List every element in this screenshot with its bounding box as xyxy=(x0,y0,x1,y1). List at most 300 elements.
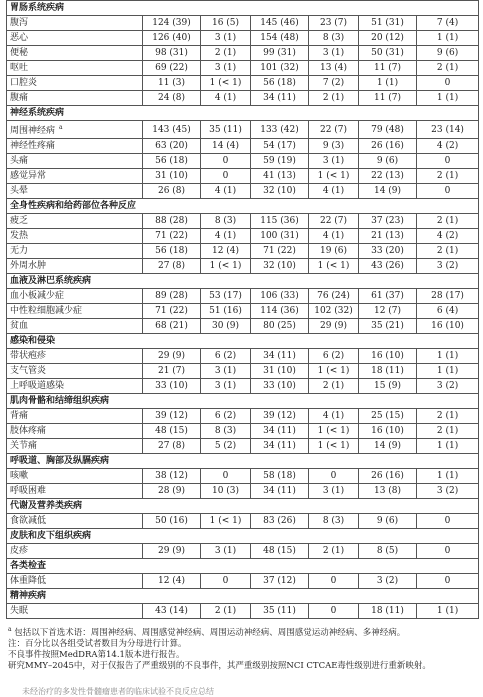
value-cell: 29 (9) xyxy=(143,544,201,559)
row-label: 疲乏 xyxy=(10,216,29,226)
value-cell: 3 (2) xyxy=(359,574,417,589)
table-row xyxy=(7,184,479,199)
row-label-cell xyxy=(7,289,143,304)
adverse-events-table xyxy=(6,0,479,619)
value-cell: 11 (7) xyxy=(359,61,417,76)
row-label: 无力 xyxy=(10,246,29,256)
value-cell: 48 (15) xyxy=(251,544,309,559)
row-label-cell xyxy=(7,31,143,46)
value-cell: 13 (4) xyxy=(309,61,359,76)
table-row xyxy=(7,229,479,244)
value-cell: 48 (15) xyxy=(143,424,201,439)
row-label: 头晕 xyxy=(10,186,29,196)
section-title: 皮肤和皮下组织疾病 xyxy=(7,529,479,544)
section-header-row xyxy=(7,559,479,574)
value-cell: 3 (1) xyxy=(309,484,359,499)
value-cell: 4 (1) xyxy=(309,184,359,199)
value-cell: 16 (10) xyxy=(359,349,417,364)
value-cell: 58 (18) xyxy=(251,469,309,484)
value-cell: 29 (9) xyxy=(309,319,359,334)
row-label-cell xyxy=(7,244,143,259)
section-header-row xyxy=(7,274,479,289)
row-label: 呼吸困难 xyxy=(10,486,47,496)
value-cell: 35 (11) xyxy=(201,121,251,139)
value-cell: 21 (7) xyxy=(143,364,201,379)
trailing-text: 未经治疗的多发性骨髓瘤患者的临床试验不良反应总结 xyxy=(22,687,214,696)
row-label-cell xyxy=(7,514,143,529)
value-cell: 2 (1) xyxy=(417,214,479,229)
row-label-cell xyxy=(7,214,143,229)
row-label: 感觉异常 xyxy=(10,171,47,181)
value-cell: 25 (15) xyxy=(359,409,417,424)
value-cell: 9 (6) xyxy=(417,46,479,61)
value-cell: 14 (4) xyxy=(201,139,251,154)
value-cell: 89 (28) xyxy=(143,289,201,304)
value-cell: 38 (12) xyxy=(143,469,201,484)
table-row xyxy=(7,574,479,589)
value-cell: 22 (7) xyxy=(309,214,359,229)
value-cell: 22 (7) xyxy=(309,121,359,139)
value-cell: 50 (16) xyxy=(143,514,201,529)
row-label: 贫血 xyxy=(10,321,29,331)
footnote xyxy=(8,624,478,639)
value-cell: 0 xyxy=(417,574,479,589)
table-row xyxy=(7,91,479,106)
value-cell: 69 (22) xyxy=(143,61,201,76)
row-label: 腹痛 xyxy=(10,93,29,103)
value-cell: 33 (10) xyxy=(143,379,201,394)
row-label-cell xyxy=(7,61,143,76)
row-label-cell xyxy=(7,574,143,589)
note-percentage: 注：百分比以各组受试者数目为分母进行计算。 xyxy=(8,638,187,649)
row-label: 带状疱疹 xyxy=(10,351,47,361)
value-cell: 5 (2) xyxy=(201,439,251,454)
row-label-cell xyxy=(7,604,143,619)
value-cell: 35 (11) xyxy=(251,604,309,619)
table-row xyxy=(7,289,479,304)
value-cell: 4 (2) xyxy=(417,229,479,244)
value-cell: 13 (8) xyxy=(359,484,417,499)
value-cell: 53 (17) xyxy=(201,289,251,304)
section-title: 肌肉骨骼和结缔组织疾病 xyxy=(7,394,479,409)
value-cell: 6 (2) xyxy=(309,349,359,364)
value-cell: 10 (3) xyxy=(201,484,251,499)
value-cell: 63 (20) xyxy=(143,139,201,154)
value-cell: 31 (10) xyxy=(251,364,309,379)
table-row xyxy=(7,544,479,559)
note-ctcae: 研究MMY–2045中，对于仅报告了严重级别的不良事件，其严重级别按照NCI CTCAE毒性级别进行重新映射。 xyxy=(8,660,431,671)
row-label-cell xyxy=(7,169,143,184)
section-header-row xyxy=(7,1,479,16)
row-label: 恶心 xyxy=(10,33,29,43)
section-header-row xyxy=(7,394,479,409)
value-cell: 99 (31) xyxy=(251,46,309,61)
value-cell: 0 xyxy=(417,154,479,169)
value-cell: 2 (1) xyxy=(417,424,479,439)
value-cell: 26 (8) xyxy=(143,184,201,199)
table-row xyxy=(7,439,479,454)
value-cell: 3 (1) xyxy=(201,31,251,46)
footnote-text: 包括以下首选术语：周围神经病、周围感觉神经病、周围运动神经病、周围感觉运动神经病、多神经病。 xyxy=(14,627,406,638)
value-cell: 56 (18) xyxy=(143,244,201,259)
row-label: 皮疹 xyxy=(10,546,29,556)
value-cell: 1 (1) xyxy=(359,76,417,91)
value-cell: 34 (11) xyxy=(251,439,309,454)
row-label: 支气管炎 xyxy=(10,366,47,376)
value-cell: 27 (8) xyxy=(143,259,201,274)
value-cell: 37 (23) xyxy=(359,214,417,229)
row-label: 失眠 xyxy=(10,606,29,616)
value-cell: 21 (13) xyxy=(359,229,417,244)
value-cell: 11 (3) xyxy=(143,76,201,91)
value-cell: 28 (17) xyxy=(417,289,479,304)
section-header-row xyxy=(7,106,479,121)
value-cell: 30 (9) xyxy=(201,319,251,334)
value-cell: 68 (21) xyxy=(143,319,201,334)
row-label-cell xyxy=(7,364,143,379)
value-cell: 1 (1) xyxy=(417,604,479,619)
value-cell: 51 (31) xyxy=(359,16,417,31)
section-header-row xyxy=(7,334,479,349)
value-cell: 115 (36) xyxy=(251,214,309,229)
table-row xyxy=(7,16,479,31)
value-cell: 88 (28) xyxy=(143,214,201,229)
value-cell: 0 xyxy=(417,544,479,559)
value-cell: 54 (17) xyxy=(251,139,309,154)
table-row xyxy=(7,76,479,91)
row-label-cell xyxy=(7,46,143,61)
value-cell: 59 (19) xyxy=(251,154,309,169)
value-cell: 16 (10) xyxy=(417,319,479,334)
value-cell: 34 (11) xyxy=(251,349,309,364)
row-label-cell xyxy=(7,379,143,394)
value-cell: 1 (1) xyxy=(417,91,479,106)
value-cell: 1 (< 1) xyxy=(309,439,359,454)
value-cell: 8 (3) xyxy=(201,424,251,439)
value-cell: 39 (12) xyxy=(143,409,201,424)
row-label-cell xyxy=(7,439,143,454)
value-cell: 12 (7) xyxy=(359,304,417,319)
table-row xyxy=(7,214,479,229)
value-cell: 0 xyxy=(309,604,359,619)
value-cell: 80 (25) xyxy=(251,319,309,334)
row-label-cell xyxy=(7,409,143,424)
value-cell: 9 (3) xyxy=(309,139,359,154)
footnote-marker: a xyxy=(8,626,12,633)
value-cell: 61 (37) xyxy=(359,289,417,304)
value-cell: 39 (12) xyxy=(251,409,309,424)
row-label: 便秘 xyxy=(10,48,29,58)
value-cell: 18 (11) xyxy=(359,604,417,619)
value-cell: 0 xyxy=(309,574,359,589)
note-meddra: 不良事件按照MedDRA第14.1版本进行报告。 xyxy=(8,649,185,660)
value-cell: 0 xyxy=(417,184,479,199)
row-label: 血小板减少症 xyxy=(10,291,65,301)
section-title: 血液及淋巴系统疾病 xyxy=(7,274,479,289)
value-cell: 145 (46) xyxy=(251,16,309,31)
row-label-cell xyxy=(7,349,143,364)
row-label-cell xyxy=(7,544,143,559)
value-cell: 29 (9) xyxy=(143,349,201,364)
value-cell: 106 (33) xyxy=(251,289,309,304)
value-cell: 1 (1) xyxy=(417,469,479,484)
value-cell: 4 (1) xyxy=(309,409,359,424)
table-row xyxy=(7,46,479,61)
value-cell: 1 (< 1) xyxy=(309,424,359,439)
value-cell: 27 (8) xyxy=(143,439,201,454)
table-row xyxy=(7,364,479,379)
value-cell: 114 (36) xyxy=(251,304,309,319)
value-cell: 4 (2) xyxy=(417,139,479,154)
value-cell: 3 (2) xyxy=(417,484,479,499)
value-cell: 11 (7) xyxy=(359,91,417,106)
value-cell: 4 (1) xyxy=(309,229,359,244)
row-label-cell xyxy=(7,259,143,274)
value-cell: 23 (7) xyxy=(309,16,359,31)
value-cell: 18 (11) xyxy=(359,364,417,379)
value-cell: 20 (12) xyxy=(359,31,417,46)
value-cell: 1 (1) xyxy=(417,439,479,454)
value-cell: 12 (4) xyxy=(143,574,201,589)
value-cell: 0 xyxy=(417,514,479,529)
row-label-cell xyxy=(7,121,143,139)
value-cell: 154 (48) xyxy=(251,31,309,46)
table-row xyxy=(7,259,479,274)
value-cell: 76 (24) xyxy=(309,289,359,304)
value-cell: 50 (31) xyxy=(359,46,417,61)
value-cell: 7 (4) xyxy=(417,16,479,31)
value-cell: 0 xyxy=(417,76,479,91)
value-cell: 2 (1) xyxy=(417,169,479,184)
value-cell: 0 xyxy=(201,169,251,184)
row-label: 体重降低 xyxy=(10,576,47,586)
value-cell: 34 (11) xyxy=(251,91,309,106)
value-cell: 23 (14) xyxy=(417,121,479,139)
row-label-cell xyxy=(7,91,143,106)
row-label-cell xyxy=(7,469,143,484)
row-label: 食欲减低 xyxy=(10,516,47,526)
table-row xyxy=(7,484,479,499)
value-cell: 3 (1) xyxy=(201,61,251,76)
value-cell: 71 (22) xyxy=(251,244,309,259)
document-sheet xyxy=(6,0,478,672)
value-cell: 6 (2) xyxy=(201,349,251,364)
value-cell: 51 (16) xyxy=(201,304,251,319)
value-cell: 32 (10) xyxy=(251,184,309,199)
section-title: 各类检查 xyxy=(7,559,479,574)
value-cell: 37 (12) xyxy=(251,574,309,589)
row-label: 背痛 xyxy=(10,411,29,421)
table-body xyxy=(7,1,479,619)
value-cell: 3 (1) xyxy=(201,379,251,394)
row-label: 中性粒细胞减少症 xyxy=(10,306,83,316)
section-header-row xyxy=(7,589,479,604)
row-label: 口腔炎 xyxy=(10,78,38,88)
value-cell: 3 (2) xyxy=(417,379,479,394)
value-cell: 56 (18) xyxy=(251,76,309,91)
section-title: 呼吸道、胸部及纵膈疾病 xyxy=(7,454,479,469)
row-label: 发热 xyxy=(10,231,29,241)
value-cell: 2 (1) xyxy=(417,61,479,76)
value-cell: 9 (6) xyxy=(359,154,417,169)
value-cell: 33 (20) xyxy=(359,244,417,259)
value-cell: 2 (1) xyxy=(309,91,359,106)
section-title: 代谢及营养类疾病 xyxy=(7,499,479,514)
value-cell: 7 (2) xyxy=(309,76,359,91)
row-label-cell xyxy=(7,16,143,31)
table-row xyxy=(7,169,479,184)
table-notes xyxy=(6,624,478,672)
section-header-row xyxy=(7,454,479,469)
row-label-cell xyxy=(7,304,143,319)
value-cell: 19 (6) xyxy=(309,244,359,259)
value-cell: 31 (10) xyxy=(143,169,201,184)
row-label-cell xyxy=(7,184,143,199)
value-cell: 3 (1) xyxy=(309,46,359,61)
row-label-cell xyxy=(7,319,143,334)
value-cell: 35 (21) xyxy=(359,319,417,334)
table-row xyxy=(7,604,479,619)
table-row xyxy=(7,319,479,334)
value-cell: 9 (6) xyxy=(359,514,417,529)
section-title: 感染和侵染 xyxy=(7,334,479,349)
table-row xyxy=(7,244,479,259)
table-row xyxy=(7,304,479,319)
table-row xyxy=(7,514,479,529)
row-label-cell xyxy=(7,154,143,169)
value-cell: 4 (1) xyxy=(201,91,251,106)
table-row xyxy=(7,349,479,364)
value-cell: 1 (< 1) xyxy=(309,364,359,379)
value-cell: 26 (16) xyxy=(359,469,417,484)
value-cell: 15 (9) xyxy=(359,379,417,394)
section-header-row xyxy=(7,199,479,214)
row-label: 关节痛 xyxy=(10,441,38,451)
table-row xyxy=(7,409,479,424)
section-title: 精神疾病 xyxy=(7,589,479,604)
value-cell: 71 (22) xyxy=(143,229,201,244)
value-cell: 4 (1) xyxy=(201,229,251,244)
value-cell: 126 (40) xyxy=(143,31,201,46)
value-cell: 102 (32) xyxy=(309,304,359,319)
table-row xyxy=(7,61,479,76)
value-cell: 8 (3) xyxy=(309,31,359,46)
value-cell: 2 (1) xyxy=(201,46,251,61)
value-cell: 0 xyxy=(201,469,251,484)
value-cell: 56 (18) xyxy=(143,154,201,169)
value-cell: 1 (1) xyxy=(417,349,479,364)
value-cell: 12 (4) xyxy=(201,244,251,259)
value-cell: 1 (< 1) xyxy=(201,76,251,91)
value-cell: 22 (13) xyxy=(359,169,417,184)
value-cell: 14 (9) xyxy=(359,184,417,199)
section-title: 胃肠系统疾病 xyxy=(7,1,479,16)
table-row xyxy=(7,139,479,154)
value-cell: 2 (1) xyxy=(309,544,359,559)
value-cell: 3 (1) xyxy=(309,154,359,169)
row-label-cell xyxy=(7,484,143,499)
row-label: 神经性疼痛 xyxy=(10,141,56,151)
value-cell: 16 (10) xyxy=(359,424,417,439)
value-cell: 2 (1) xyxy=(201,604,251,619)
row-label-cell xyxy=(7,76,143,91)
value-cell: 0 xyxy=(201,154,251,169)
value-cell: 4 (1) xyxy=(201,184,251,199)
value-cell: 28 (9) xyxy=(143,484,201,499)
value-cell: 3 (1) xyxy=(201,364,251,379)
value-cell: 33 (10) xyxy=(251,379,309,394)
section-title: 全身性疾病和给药部位各种反应 xyxy=(7,199,479,214)
row-label: 肢体疼痛 xyxy=(10,426,47,436)
value-cell: 8 (3) xyxy=(201,214,251,229)
value-cell: 0 xyxy=(201,574,251,589)
value-cell: 0 xyxy=(309,469,359,484)
row-label: 外周水肿 xyxy=(10,261,47,271)
value-cell: 98 (31) xyxy=(143,46,201,61)
value-cell: 43 (14) xyxy=(143,604,201,619)
row-label-cell xyxy=(7,229,143,244)
value-cell: 1 (< 1) xyxy=(201,259,251,274)
row-label: 咳嗽 xyxy=(10,471,29,481)
value-cell: 143 (45) xyxy=(143,121,201,139)
value-cell: 1 (1) xyxy=(417,31,479,46)
value-cell: 1 (< 1) xyxy=(309,259,359,274)
row-label: 头痛 xyxy=(10,156,29,166)
table-row xyxy=(7,424,479,439)
value-cell: 41 (13) xyxy=(251,169,309,184)
value-cell: 71 (22) xyxy=(143,304,201,319)
value-cell: 1 (< 1) xyxy=(201,514,251,529)
value-cell: 2 (1) xyxy=(417,409,479,424)
value-cell: 32 (10) xyxy=(251,259,309,274)
value-cell: 79 (48) xyxy=(359,121,417,139)
value-cell: 26 (16) xyxy=(359,139,417,154)
value-cell: 1 (1) xyxy=(417,364,479,379)
table-row xyxy=(7,379,479,394)
value-cell: 101 (32) xyxy=(251,61,309,76)
table-row xyxy=(7,121,479,139)
footnote-marker: a xyxy=(59,124,63,131)
value-cell: 124 (39) xyxy=(143,16,201,31)
value-cell: 14 (9) xyxy=(359,439,417,454)
value-cell: 24 (8) xyxy=(143,91,201,106)
value-cell: 8 (5) xyxy=(359,544,417,559)
value-cell: 3 (2) xyxy=(417,259,479,274)
value-cell: 100 (31) xyxy=(251,229,309,244)
row-label-cell xyxy=(7,139,143,154)
table-row xyxy=(7,469,479,484)
value-cell: 43 (26) xyxy=(359,259,417,274)
table-row xyxy=(7,31,479,46)
value-cell: 1 (< 1) xyxy=(309,169,359,184)
value-cell: 6 (2) xyxy=(201,409,251,424)
section-title: 神经系统疾病 xyxy=(7,106,479,121)
value-cell: 34 (11) xyxy=(251,424,309,439)
row-label: 周围神经病 xyxy=(10,126,56,136)
value-cell: 8 (3) xyxy=(309,514,359,529)
value-cell: 2 (1) xyxy=(309,379,359,394)
value-cell: 133 (42) xyxy=(251,121,309,139)
value-cell: 3 (1) xyxy=(201,544,251,559)
row-label: 上呼吸道感染 xyxy=(10,381,65,391)
value-cell: 2 (1) xyxy=(417,244,479,259)
row-label: 腹泻 xyxy=(10,18,29,28)
row-label: 呕吐 xyxy=(10,63,29,73)
table-row xyxy=(7,154,479,169)
value-cell: 83 (26) xyxy=(251,514,309,529)
value-cell: 6 (4) xyxy=(417,304,479,319)
row-label-cell xyxy=(7,424,143,439)
